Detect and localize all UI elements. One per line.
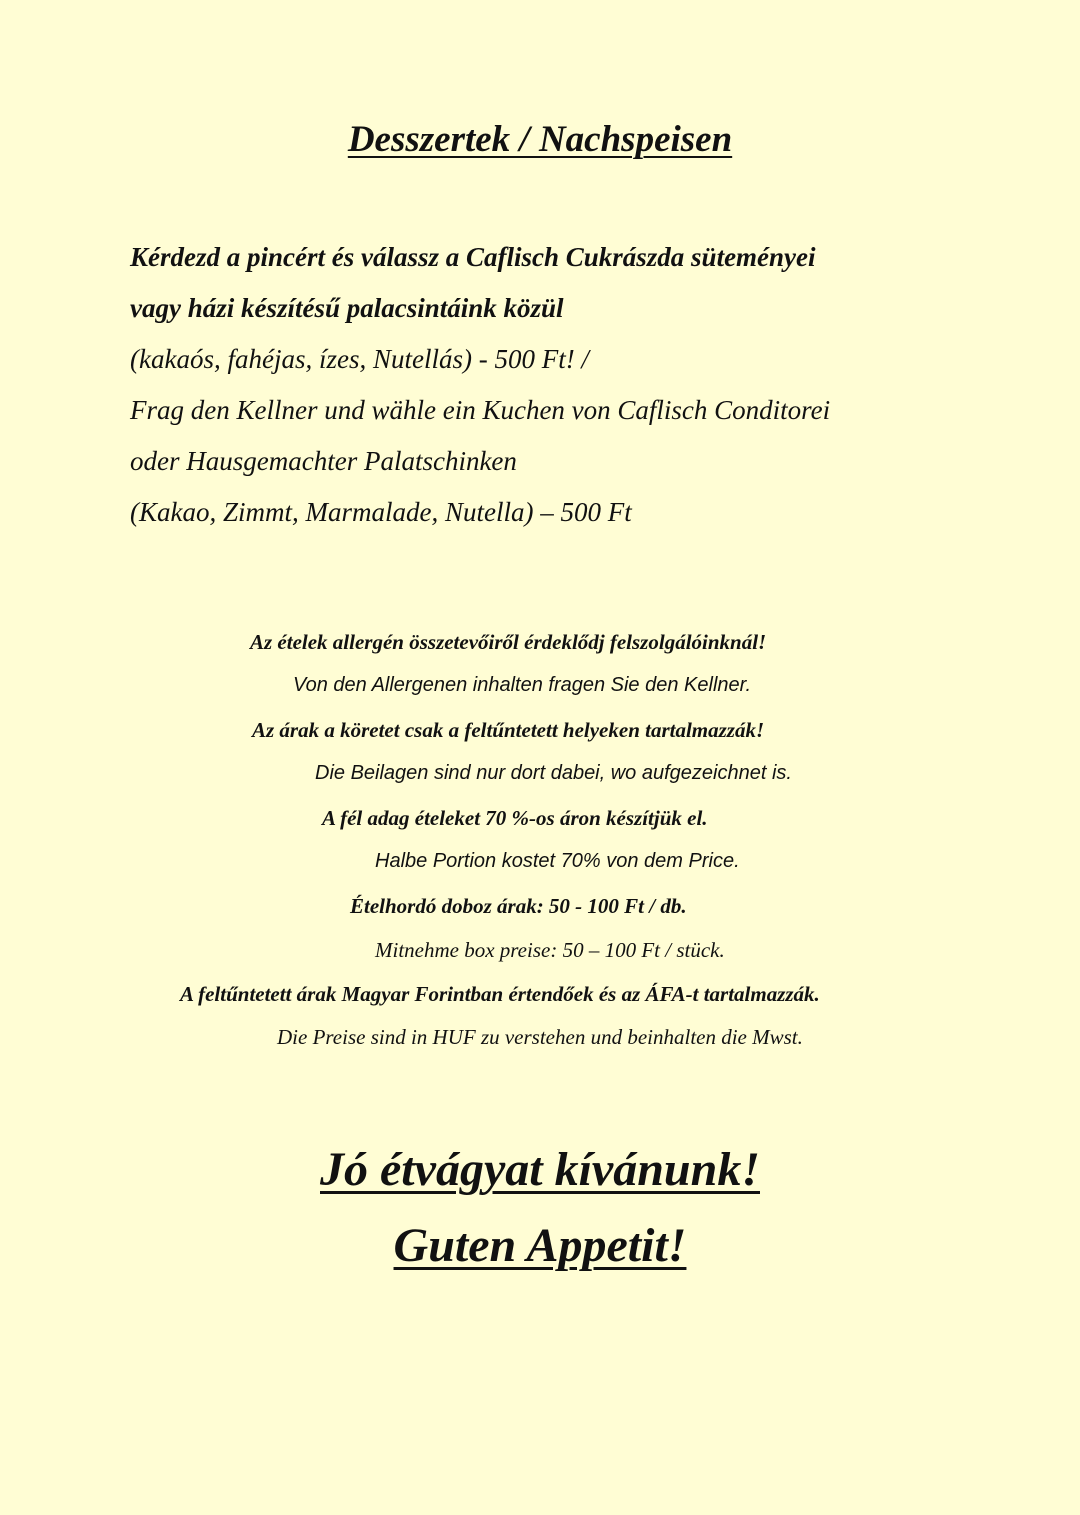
allergen-note-de: Von den Allergenen inhalten fragen Sie den Kellner.: [293, 674, 752, 696]
vat-note-de: Die Preise sind in HUF zu verstehen und beinhalten die Mwst.: [277, 1025, 803, 1049]
box-price-note-de: Mitnehme box preise: 50 – 100 Ft / stück.: [375, 938, 725, 962]
allergen-note-hu: Az ételek allergén összetevőiről érdeklődj felszolgálóinknál!: [250, 630, 767, 654]
half-portion-note-hu: A fél adag ételeket 70 %-os áron készítjük el.: [322, 806, 708, 830]
dessert-hu-line-1: Kérdezd a pincért és válassz a Caflisch Cukrászda süteményei: [130, 242, 816, 272]
box-price-note-hu: Ételhordó doboz árak: 50 - 100 Ft / db.: [350, 894, 687, 918]
dessert-hu-line-3: (kakaós, fahéjas, ízes, Nutellás) - 500 Ft! /: [130, 344, 589, 374]
half-portion-note-de: Halbe Portion kostet 70% von dem Price.: [375, 850, 740, 872]
dessert-de-line-2: oder Hausgemachter Palatschinken: [130, 446, 517, 476]
dessert-description: [130, 232, 1030, 538]
dessert-hu-line-2: vagy házi készítésű palacsintáink közül: [130, 293, 564, 323]
closing-greeting-de: Guten Appetit!: [393, 1219, 687, 1272]
page-title: Desszertek / Nachspeisen: [347, 119, 733, 160]
sides-note-de: Die Beilagen sind nur dort dabei, wo aufgezeichnet is.: [315, 762, 792, 784]
dessert-de-line-3: (Kakao, Zimmt, Marmalade, Nutella) – 500 Ft: [130, 497, 632, 527]
sides-note-hu: Az árak a köretet csak a feltűntetett helyeken tartalmazzák!: [252, 718, 765, 742]
closing-greeting-hu: Jó étvágyat kívánunk!: [320, 1143, 760, 1196]
dessert-de-line-1: Frag den Kellner und wähle ein Kuchen von Caflisch Conditorei: [130, 395, 831, 425]
vat-note-hu: A feltűntetett árak Magyar Forintban értendőek és az ÁFA-t tartalmazzák.: [180, 982, 820, 1006]
